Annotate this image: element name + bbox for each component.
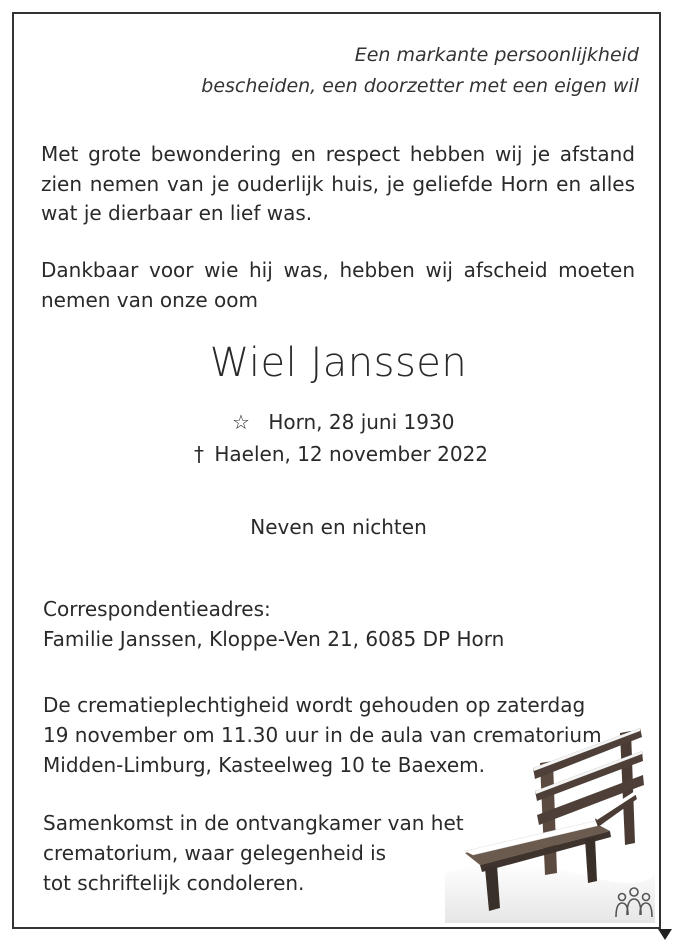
ceremony-line: 19 november om 11.30 uur in de aula van crematorium bbox=[43, 723, 602, 747]
birth-row bbox=[230, 410, 454, 434]
correspondence-label: Correspondentieadres: bbox=[43, 597, 271, 621]
intro-paragraph bbox=[41, 140, 635, 229]
gathering-line: Samenkomst in de ontvangkamer van het bbox=[43, 811, 464, 835]
cross-icon: † bbox=[194, 442, 204, 466]
intro-line: wat je dierbaar en lief was. bbox=[41, 201, 313, 225]
people-group-icon bbox=[613, 885, 655, 923]
death-date: Haelen, 12 november 2022 bbox=[214, 442, 489, 466]
birth-date: Horn, 28 juni 1930 bbox=[268, 410, 455, 434]
farewell-paragraph bbox=[41, 256, 635, 315]
intro-line: zien nemen van je ouderlijk huis, je geliefde Horn en alles bbox=[41, 171, 635, 196]
farewell-line: nemen van onze oom bbox=[41, 287, 258, 312]
correspondence-block bbox=[43, 594, 504, 654]
deceased-name: Wiel Janssen bbox=[209, 340, 468, 386]
gathering-line: crematorium, waar gelegenheid is bbox=[43, 841, 387, 865]
motto-line: bescheiden, een doorzetter met een eigen wil bbox=[201, 75, 639, 97]
correspondence-address: Familie Janssen, Kloppe-Ven 21, 6085 DP Horn bbox=[43, 627, 505, 651]
intro-line: Met grote bewondering en respect hebben wij je afstand bbox=[41, 142, 635, 166]
motto bbox=[201, 40, 639, 102]
gathering-block bbox=[43, 808, 464, 898]
triangle-down-icon bbox=[657, 927, 673, 941]
gathering-line: tot schriftelijk condoleren. bbox=[43, 871, 305, 895]
ceremony-line: Midden-Limburg, Kasteelweg 10 te Baexem. bbox=[43, 753, 486, 777]
ceremony-line: De crematieplechtigheid wordt gehouden op zaterdag bbox=[43, 693, 586, 717]
death-row bbox=[190, 442, 488, 466]
signatories: Neven en nichten bbox=[250, 515, 427, 539]
star-icon: ☆ bbox=[232, 410, 250, 434]
motto-line: Een markante persoonlijkheid bbox=[354, 44, 639, 66]
farewell-line: Dankbaar voor wie hij was, hebben wij afscheid moeten bbox=[41, 258, 635, 282]
